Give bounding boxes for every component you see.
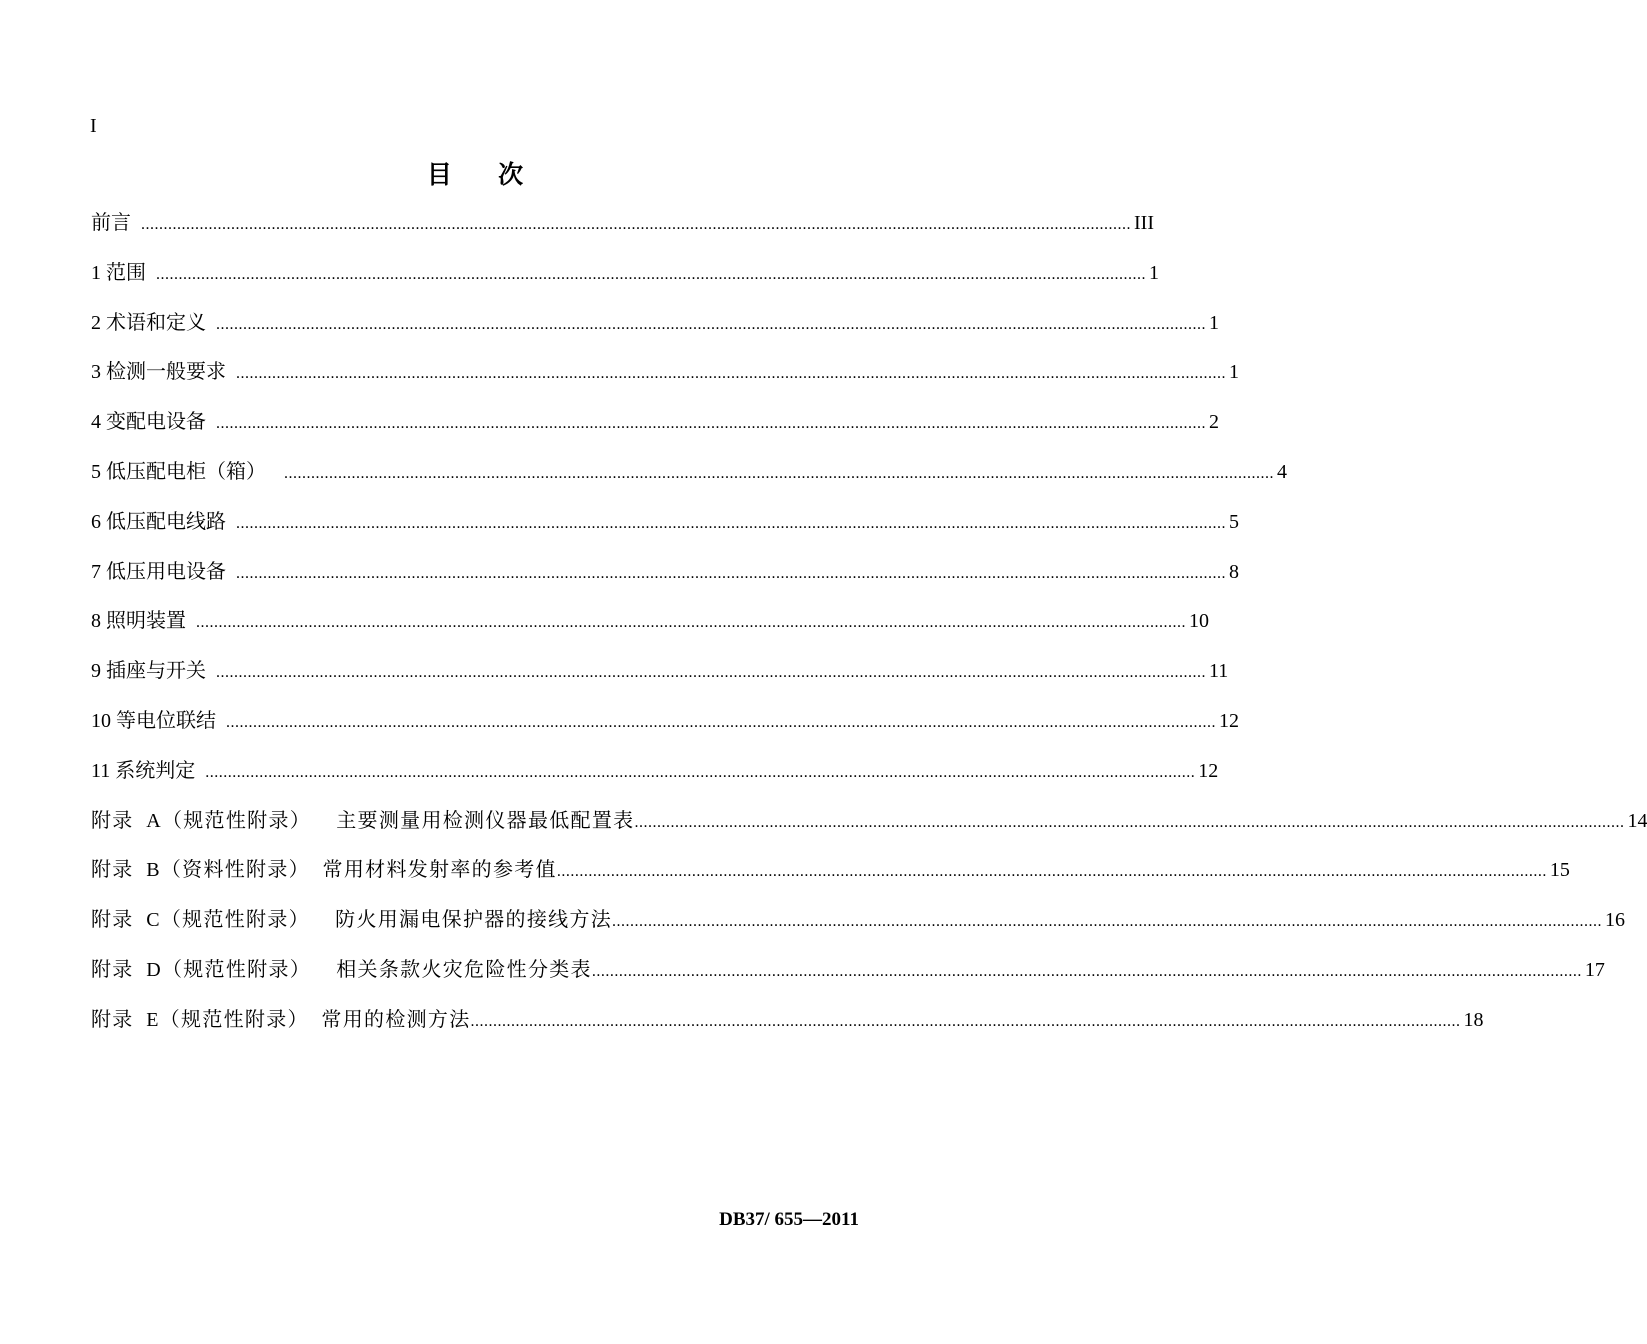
toc-entry[interactable]	[91, 407, 1219, 457]
toc-appendix-entry[interactable]	[91, 905, 1626, 955]
toc-appendix-entry[interactable]	[91, 855, 1570, 905]
toc-leader-dots: ............................................................................................................................................................................................................................	[236, 564, 1226, 582]
page-marker: I	[90, 115, 97, 137]
document-code: DB37/ 655—2011	[719, 1209, 859, 1230]
toc-appendix-label: 附录 C（规范性附录） 防火用漏电保护器的接线方法	[91, 909, 613, 932]
toc-leader-dots: ............................................................................................................................................................................................................................	[591, 962, 1582, 980]
toc-entry[interactable]	[91, 756, 1219, 806]
toc-title	[0, 160, 950, 192]
toc-entry-page: 5	[1229, 510, 1239, 533]
toc-entry[interactable]	[91, 258, 1159, 308]
toc-entry-label: 9 插座与开关	[91, 660, 206, 683]
toc-entry-label: 11 系统判定	[91, 759, 196, 782]
toc-leader-dots: ............................................................................................................................................................................................................................	[196, 614, 1186, 632]
toc-appendix-entry[interactable]	[91, 1005, 1484, 1055]
toc-entry-label: 6 低压配电线路	[91, 510, 226, 533]
toc-leader-dots: ............................................................................................................................................................................................................................	[216, 664, 1206, 682]
toc-entry-page: 11	[1209, 660, 1229, 683]
toc-entry[interactable]	[91, 457, 1287, 507]
toc-entry-page: 1	[1229, 361, 1239, 384]
toc-appendix-entry[interactable]	[91, 806, 1647, 856]
toc-entry[interactable]	[91, 208, 1154, 258]
toc-entry[interactable]	[91, 507, 1239, 557]
toc-appendix-entry[interactable]	[91, 955, 1605, 1005]
toc-appendix-page: 17	[1584, 958, 1605, 981]
toc-entry-label: 8 照明装置	[91, 610, 186, 633]
toc-entry-label: 前言	[91, 212, 131, 234]
toc-entry-label: 10 等电位联结	[91, 709, 216, 732]
toc-appendix-label: 附录 E（规范性附录） 常用的检测方法	[91, 1008, 471, 1031]
toc-appendix-label: 附录 B（资料性附录） 常用材料发射率的参考值	[91, 859, 557, 882]
toc-entry-page: 4	[1277, 460, 1287, 483]
toc-appendix-label: 附录 D（规范性附录） 相关条款火灾危险性分类表	[91, 958, 592, 981]
toc-entry-label: 7 低压用电设备	[91, 560, 226, 583]
toc-entry-page: 12	[1219, 709, 1239, 732]
toc-entry-label: 5 低压配电柜（箱）	[91, 460, 266, 483]
toc-entry-page: III	[1134, 212, 1154, 234]
toc-leader-dots: ............................................................................................................................................................................................................................	[216, 415, 1206, 433]
toc-entry[interactable]	[91, 357, 1239, 407]
toc-leader-dots: ............................................................................................................................................................................................................................	[470, 1012, 1461, 1030]
toc-entry[interactable]	[91, 557, 1239, 607]
toc-appendix-page: 15	[1549, 859, 1570, 882]
toc-leader-dots: ............................................................................................................................................................................................................................	[141, 216, 1131, 233]
toc-leader-dots: ............................................................................................................................................................................................................................	[556, 863, 1547, 881]
toc-leader-dots: ............................................................................................................................................................................................................................	[634, 813, 1625, 831]
toc-entry-label: 1 范围	[91, 261, 146, 284]
toc-list	[91, 208, 1647, 1055]
toc-entry-page: 10	[1189, 610, 1209, 633]
toc-leader-dots: ............................................................................................................................................................................................................................	[216, 315, 1206, 333]
toc-leader-dots: ............................................................................................................................................................................................................................	[612, 913, 1603, 931]
toc-title-char-2: 次	[498, 162, 524, 189]
toc-entry-label: 3 检测一般要求	[91, 361, 226, 384]
toc-entry[interactable]	[91, 606, 1209, 656]
toc-entry-page: 1	[1209, 311, 1219, 334]
toc-entry[interactable]	[91, 656, 1229, 706]
toc-entry-page: 12	[1198, 759, 1219, 782]
toc-leader-dots: ............................................................................................................................................................................................................................	[226, 713, 1216, 731]
toc-leader-dots: ............................................................................................................................................................................................................................	[236, 514, 1226, 532]
toc-leader-dots: ............................................................................................................................................................................................................................	[236, 365, 1226, 383]
toc-appendix-page: 14	[1627, 809, 1647, 832]
toc-title-char-1: 目	[426, 162, 452, 189]
toc-entry-page: 1	[1149, 261, 1159, 284]
toc-leader-dots: ............................................................................................................................................................................................................................	[156, 265, 1146, 283]
toc-appendix-page: 16	[1605, 909, 1626, 932]
toc-entry-label: 2 术语和定义	[91, 311, 206, 334]
toc-entry-page: 2	[1209, 411, 1219, 434]
toc-appendix-page: 18	[1463, 1008, 1484, 1031]
toc-leader-dots: ............................................................................................................................................................................................................................	[284, 464, 1274, 482]
toc-entry-label: 4 变配电设备	[91, 411, 206, 434]
toc-entry[interactable]	[91, 308, 1219, 358]
toc-appendix-label: 附录 A（规范性附录） 主要测量用检测仪器最低配置表	[91, 809, 635, 832]
toc-entry[interactable]	[91, 706, 1239, 756]
toc-entry-page: 8	[1229, 560, 1239, 583]
toc-leader-dots: ............................................................................................................................................................................................................................	[205, 763, 1196, 781]
